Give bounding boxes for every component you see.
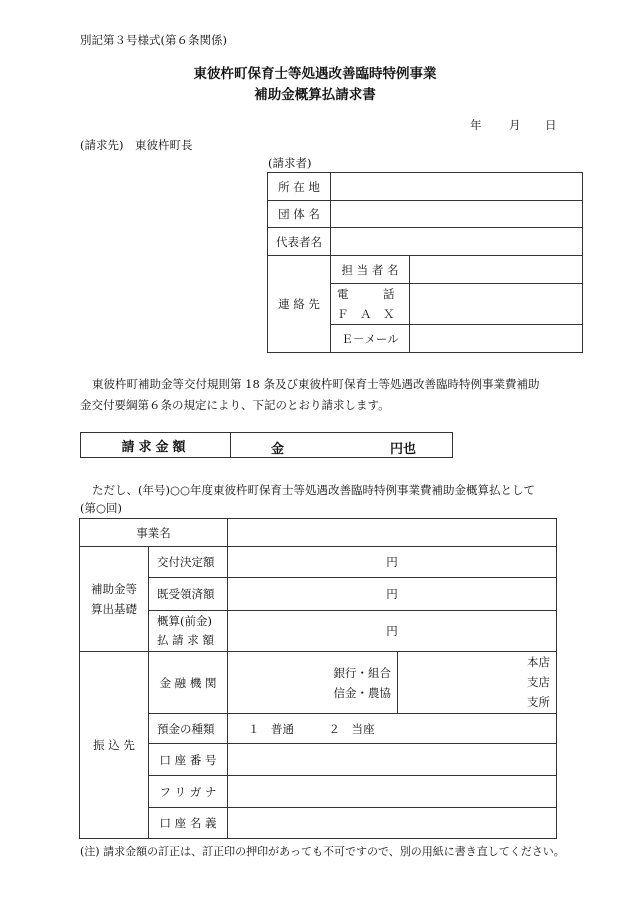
branch-name-field[interactable] (398, 652, 557, 714)
date-year: 年 (470, 118, 482, 132)
bank-type2: 信金・農協 (333, 685, 391, 700)
transfer-label: 振 込 先 (80, 652, 149, 839)
amount-field[interactable] (231, 433, 453, 458)
basis-label (80, 547, 149, 652)
bank-type1: 銀行・組合 (333, 665, 391, 680)
bank-name-field[interactable] (228, 652, 398, 714)
rep-label: 代表者名 (268, 228, 331, 256)
email-field[interactable] (410, 325, 583, 353)
branch-office: 支所 (527, 695, 550, 709)
tel-fax-field[interactable] (410, 284, 583, 325)
amount-table (80, 432, 453, 458)
amount-prefix: 金 (271, 442, 285, 457)
amount-suffix: 円也 (390, 442, 417, 457)
addressee: (請求先) 東彼杵町長 (80, 138, 193, 152)
account-name-field[interactable] (228, 808, 557, 839)
form-label: 別記第３号様式(第６条関係) (80, 33, 227, 47)
address-label: 所 在 地 (268, 173, 331, 201)
branch-sub: 支店 (527, 675, 550, 689)
basis-label-line1: 補助金等 (91, 582, 137, 596)
date-day: 日 (545, 118, 557, 132)
basis-label-line2: 算出基礎 (91, 602, 137, 616)
branch-main: 本店 (527, 655, 550, 669)
received-label: 既受領済額 (149, 578, 228, 611)
org-field[interactable] (331, 201, 583, 228)
project-label: 事業名 (80, 519, 228, 547)
furigana-field[interactable] (228, 776, 557, 808)
fax-label: Ｆ Ａ Ｘ (337, 307, 395, 321)
received-amount-field[interactable]: 円 (228, 578, 557, 611)
account-number-label: 口 座 番 号 (149, 744, 228, 776)
document-title-line2: 補助金概算払請求書 (254, 87, 376, 103)
deposit-type-options[interactable]: １ 普通 ２ 当座 (228, 714, 557, 744)
footer-note: (注) 請求金額の訂正は、訂正印の押印があっても不可ですので、別の用紙に書き直してください。 (80, 845, 565, 858)
claim-label-line1: 概算(前金) (157, 614, 212, 628)
claim-label-line2: 払 請 求 額 (157, 633, 214, 647)
proviso-line1: ただし、(年号)○○年度東彼杵町保育士等処遇改善臨時特例事業費補助金概算払として (92, 483, 536, 497)
document-title-line1: 東彼杵町保育士等処遇改善臨時特例事業 (193, 66, 437, 82)
tel-label: 電 話 (337, 287, 395, 301)
tel-fax-label (331, 284, 410, 325)
furigana-label: フ リ ガ ナ (149, 776, 228, 808)
email-label: Ｅ－メール (331, 325, 410, 353)
org-label: 団 体 名 (268, 201, 331, 228)
body-paragraph-line1: 東彼杵町補助金等交付規則第 18 条及び東彼杵町保育士等処遇改善臨時特例事業費補助 (92, 377, 540, 391)
date-month: 月 (509, 118, 521, 132)
body-paragraph-line2: 金交付要綱第６条の規定により、下記のとおり請求します。 (80, 398, 390, 412)
proviso-line2: (第○回) (80, 501, 123, 515)
decided-label: 交付決定額 (149, 547, 228, 578)
contact-label: 連 絡 先 (268, 256, 331, 353)
claimant-table (267, 172, 583, 353)
detail-table (79, 518, 557, 839)
address-field[interactable] (331, 173, 583, 201)
account-name-label: 口 座 名 義 (149, 808, 228, 839)
person-label: 担 当 者 名 (331, 256, 410, 284)
deposit-type-label: 預金の種類 (149, 714, 228, 744)
project-field[interactable] (228, 519, 557, 547)
bank-label: 金 融 機 関 (149, 652, 228, 714)
claim-label (149, 611, 228, 652)
claim-amount-field[interactable]: 円 (228, 611, 557, 652)
person-field[interactable] (410, 256, 583, 284)
amount-label: 請求金額 (81, 433, 231, 458)
decided-amount-field[interactable]: 円 (228, 547, 557, 578)
rep-field[interactable] (331, 228, 583, 256)
account-number-field[interactable] (228, 744, 557, 776)
claimant-caption: (請求者) (268, 156, 312, 170)
